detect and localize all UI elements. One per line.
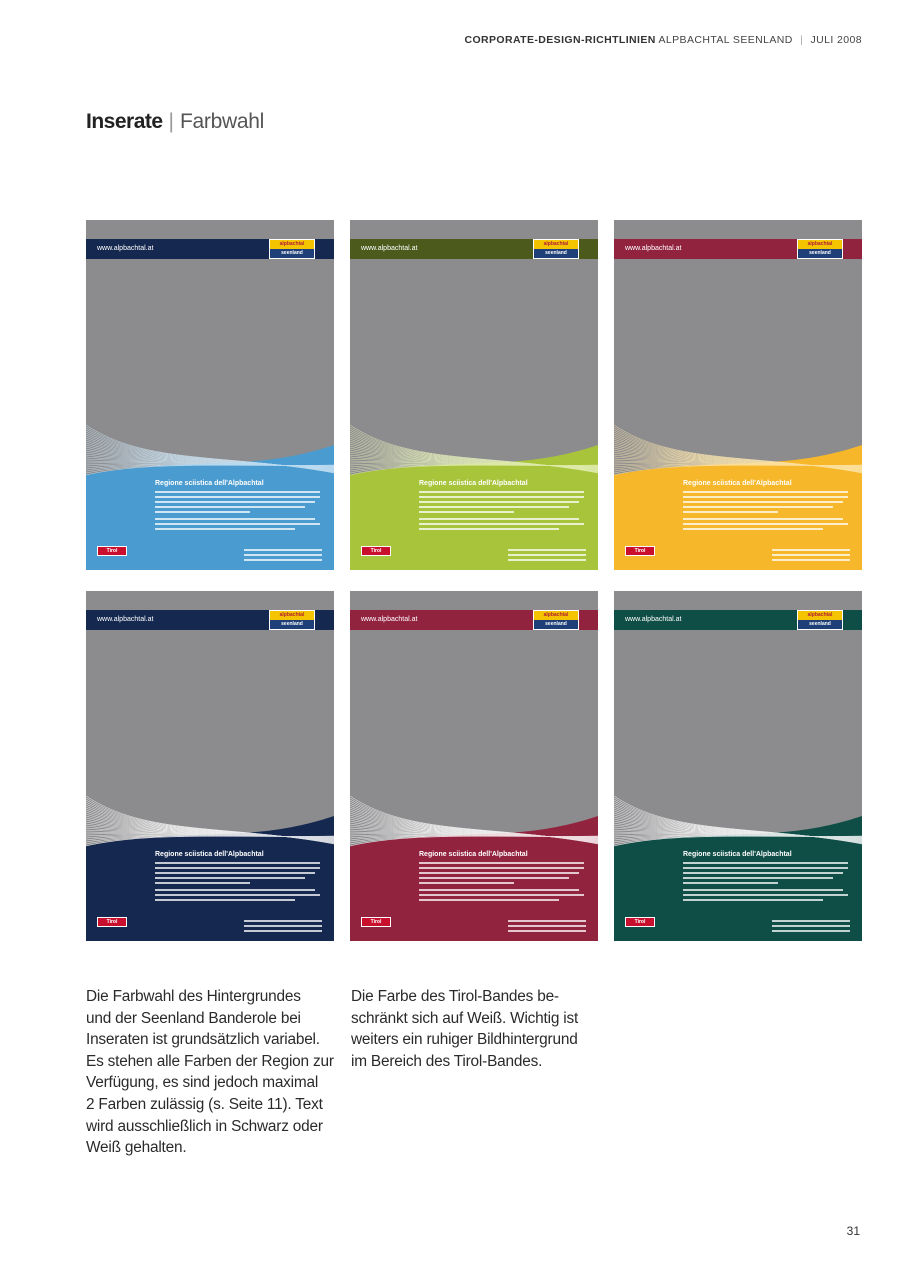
ad-text-line (772, 930, 850, 932)
ad-text-line (244, 925, 322, 927)
alpbachtal-seenland-logo (797, 239, 843, 259)
ad-text-line (683, 889, 843, 891)
ad-url: www.alpbachtal.at (625, 245, 682, 252)
ad-text-line (508, 925, 586, 927)
paragraph-left (86, 986, 334, 1159)
paragraph-line: wird ausschließlich in Schwarz oder (86, 1117, 323, 1135)
ad-text-line (419, 496, 584, 498)
logo-top: alpbachtal (798, 240, 842, 249)
seenland-banderole (86, 239, 334, 259)
ad-text-line (772, 554, 850, 556)
ad-text-line (419, 501, 579, 503)
ad-text-line (683, 506, 833, 508)
seenland-banderole (614, 239, 862, 259)
ad-text-line (683, 899, 823, 901)
page-title (86, 110, 264, 134)
logo-top: alpbachtal (270, 611, 314, 620)
paragraph-line: Weiß gehalten. (86, 1139, 187, 1157)
ad-text-line (244, 554, 322, 556)
ad-url: www.alpbachtal.at (361, 245, 418, 252)
ad-text-line (508, 549, 586, 551)
title-subsection: Farbwahl (180, 110, 264, 133)
ad-text-line (155, 882, 250, 884)
ad-text-line (419, 528, 559, 530)
ad-text-line (155, 872, 315, 874)
logo-bottom: seenland (270, 620, 314, 629)
ad-top-strip (614, 591, 862, 610)
ad-text-line (155, 511, 250, 513)
ad-text-line (155, 506, 305, 508)
paragraph-line: 2 Farben zulässig (s. Seite 11). Text (86, 1095, 323, 1113)
tirol-logo: Tirol (361, 546, 391, 556)
ad-text-line (683, 867, 848, 869)
ad-text-line (155, 889, 315, 891)
page-number: 31 (846, 1224, 860, 1238)
ad-text-line (683, 491, 848, 493)
tirol-logo: Tirol (625, 546, 655, 556)
ad-text-line (244, 930, 322, 932)
ad-text-line (772, 925, 850, 927)
alpbachtal-seenland-logo (269, 239, 315, 259)
ad-top-strip (614, 220, 862, 239)
logo-top: alpbachtal (798, 611, 842, 620)
logo-top: alpbachtal (534, 240, 578, 249)
ad-url: www.alpbachtal.at (97, 616, 154, 623)
paragraph-line: Verfügung, es sind jedoch maximal (86, 1074, 319, 1092)
ad-variant (614, 591, 862, 941)
ad-text-line (155, 899, 295, 901)
ad-text-line (683, 496, 848, 498)
header-region: ALPBACHTAL SEENLAND (658, 34, 793, 46)
ad-variant (350, 220, 598, 570)
ad-text-line (772, 549, 850, 551)
tirol-logo: Tirol (361, 917, 391, 927)
logo-bottom: seenland (534, 620, 578, 629)
logo-top: alpbachtal (270, 240, 314, 249)
alpbachtal-seenland-logo (797, 610, 843, 630)
ad-text-line (419, 882, 514, 884)
ad-top-strip (350, 220, 598, 239)
paragraph-line: Die Farbwahl des Hintergrundes (86, 988, 301, 1005)
ad-top-strip (86, 220, 334, 239)
ad-url: www.alpbachtal.at (97, 245, 154, 252)
ad-text-line (155, 523, 320, 525)
ad-text-line (772, 920, 850, 922)
ad-variant (86, 591, 334, 941)
ad-text-line (508, 920, 586, 922)
ad-text-line (244, 559, 322, 561)
ad-text-line (508, 930, 586, 932)
paragraph-line: Die Farbe des Tirol-Bandes be- (351, 988, 559, 1005)
ad-text-line (155, 491, 320, 493)
logo-top: alpbachtal (534, 611, 578, 620)
ad-text-line (419, 523, 584, 525)
ad-text-line (419, 899, 559, 901)
logo-bottom: seenland (798, 249, 842, 258)
ad-url: www.alpbachtal.at (361, 616, 418, 623)
header-separator: | (800, 34, 804, 46)
ad-headline: Regione sciistica dell'Alpbachtal (683, 480, 792, 487)
title-separator: | (168, 110, 175, 133)
ad-text-line (772, 559, 850, 561)
tirol-logo: Tirol (625, 917, 655, 927)
ad-variant (86, 220, 334, 570)
ad-text-line (683, 882, 778, 884)
ad-text-line (683, 501, 843, 503)
ad-text-line (508, 559, 586, 561)
ad-text-line (419, 862, 584, 864)
logo-bottom: seenland (270, 249, 314, 258)
ad-text-line (155, 894, 320, 896)
ad-text-line (155, 518, 315, 520)
seenland-banderole (350, 239, 598, 259)
paragraph-line: schränkt sich auf Weiß. Wichtig ist (351, 1009, 579, 1027)
title-section: Inserate (86, 110, 163, 133)
ad-text-line (419, 889, 579, 891)
paragraph-line: Inseraten ist grundsätzlich variabel. (86, 1031, 320, 1049)
ad-top-strip (86, 591, 334, 610)
seenland-banderole (350, 610, 598, 630)
ad-text-line (419, 518, 579, 520)
seenland-banderole (86, 610, 334, 630)
ad-text-line (683, 877, 833, 879)
ad-text-line (508, 554, 586, 556)
ad-text-line (155, 501, 315, 503)
ad-text-line (419, 511, 514, 513)
ad-variant (350, 591, 598, 941)
alpbachtal-seenland-logo (533, 610, 579, 630)
ad-headline: Regione sciistica dell'Alpbachtal (155, 480, 264, 487)
ad-headline: Regione sciistica dell'Alpbachtal (155, 851, 264, 858)
ad-text-line (155, 867, 320, 869)
ad-text-line (683, 511, 778, 513)
paragraph-line: weiters ein ruhiger Bildhintergrund (351, 1031, 578, 1049)
ad-text-line (683, 862, 848, 864)
ad-text-line (419, 894, 584, 896)
tirol-logo: Tirol (97, 917, 127, 927)
ad-text-line (155, 862, 320, 864)
alpbachtal-seenland-logo (269, 610, 315, 630)
ad-url: www.alpbachtal.at (625, 616, 682, 623)
paragraph-line: im Bereich des Tirol-Bandes. (351, 1052, 543, 1070)
paragraph-line: und der Seenland Banderole bei (86, 1009, 301, 1027)
ad-headline: Regione sciistica dell'Alpbachtal (419, 480, 528, 487)
ad-text-line (419, 877, 569, 879)
ad-top-strip (350, 591, 598, 610)
tirol-logo: Tirol (97, 546, 127, 556)
ad-headline: Regione sciistica dell'Alpbachtal (419, 851, 528, 858)
ad-text-line (155, 496, 320, 498)
ad-text-line (244, 920, 322, 922)
ad-text-line (419, 872, 579, 874)
header-doc-title: CORPORATE-DESIGN-RICHTLINIEN (464, 34, 656, 46)
seenland-banderole (614, 610, 862, 630)
ad-text-line (683, 523, 848, 525)
ad-variant (614, 220, 862, 570)
logo-bottom: seenland (534, 249, 578, 258)
ad-text-line (244, 549, 322, 551)
ad-headline: Regione sciistica dell'Alpbachtal (683, 851, 792, 858)
ad-text-line (683, 528, 823, 530)
logo-bottom: seenland (798, 620, 842, 629)
ad-text-line (419, 506, 569, 508)
ad-text-line (683, 894, 848, 896)
ad-text-line (683, 518, 843, 520)
running-header (464, 34, 862, 46)
ad-text-line (683, 872, 843, 874)
ad-text-line (419, 867, 584, 869)
paragraph-line: Es stehen alle Farben der Region zur (86, 1052, 334, 1070)
header-date: JULI 2008 (810, 34, 862, 46)
ad-text-line (419, 491, 584, 493)
ad-text-line (155, 528, 295, 530)
paragraph-right (351, 986, 578, 1072)
alpbachtal-seenland-logo (533, 239, 579, 259)
ad-text-line (155, 877, 305, 879)
